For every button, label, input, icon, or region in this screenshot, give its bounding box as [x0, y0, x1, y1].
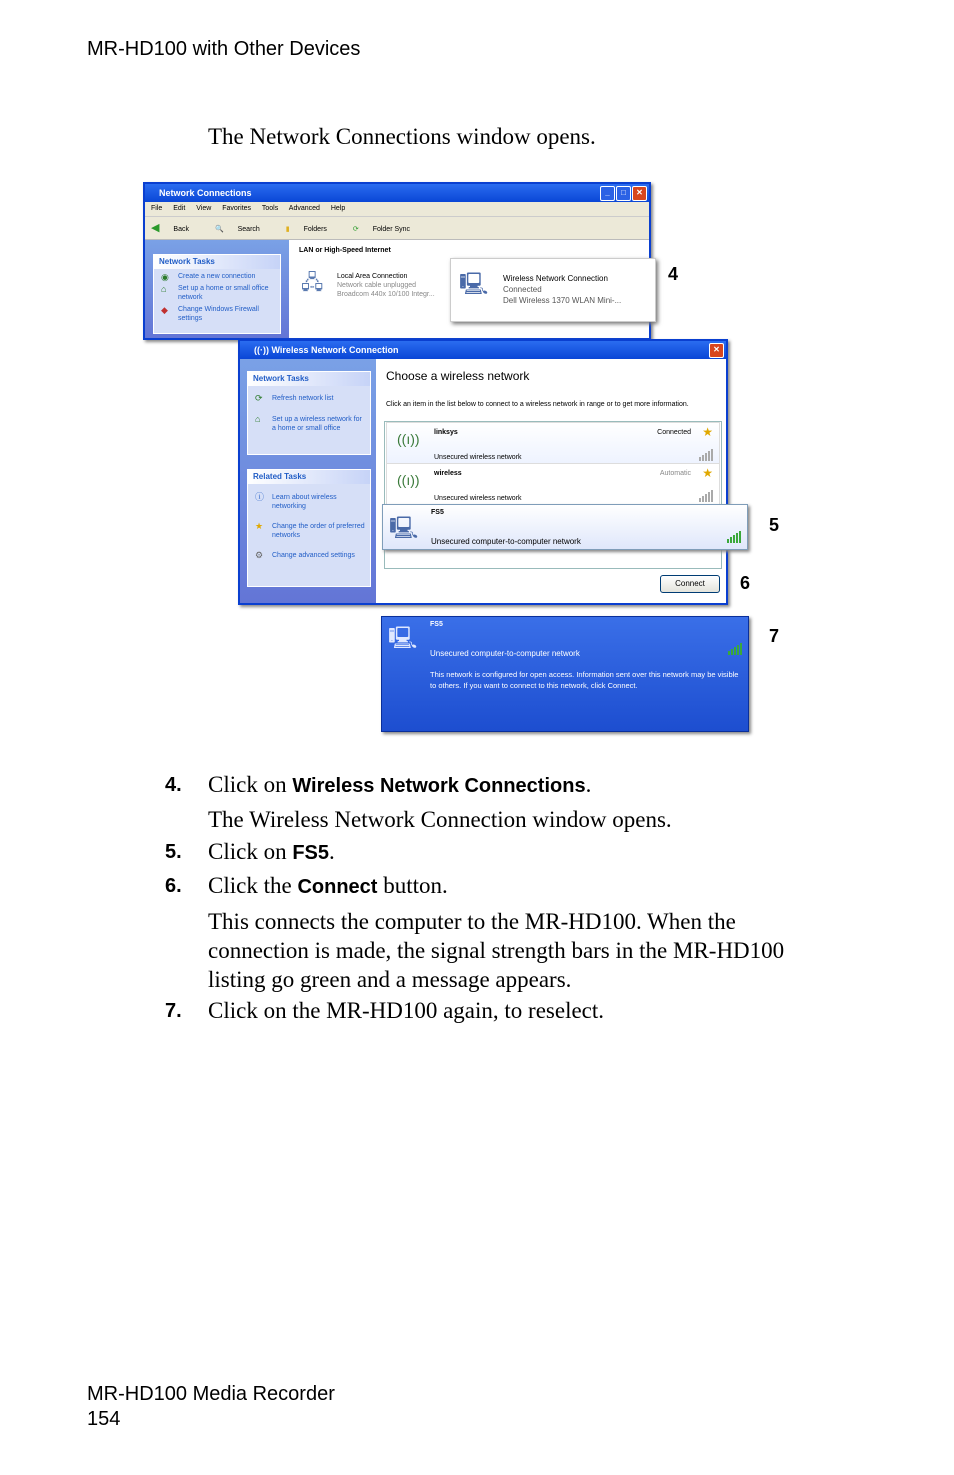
task-setup-home-network[interactable]: ⌂ Set up a home or small office network — [161, 284, 269, 301]
task-change-order[interactable]: ★ Change the order of preferred networks — [255, 521, 365, 539]
nc-title: Network Connections — [159, 188, 252, 198]
wireless-antenna-icon: ((ı)) — [397, 472, 420, 488]
wlan-name: Wireless Network Connection — [503, 274, 608, 283]
network-security: Unsecured wireless network — [434, 495, 522, 502]
wireless-connection[interactable] — [450, 258, 656, 322]
back-icon: ◀ — [151, 222, 160, 234]
selected-security: Unsecured computer-to-computer network — [430, 649, 580, 658]
search-icon: 🔍 — [214, 226, 224, 233]
wnc-heading: Choose a wireless network — [386, 369, 530, 383]
network-item-linksys[interactable] — [386, 422, 720, 464]
task-create-connection[interactable]: ◉ Create a new connection — [161, 272, 256, 282]
nc-network-tasks — [153, 254, 281, 334]
network-connections-window — [143, 182, 651, 340]
info-icon: ⓘ — [255, 492, 265, 502]
menu-advanced[interactable]: Advanced — [288, 205, 320, 212]
network-item-wireless[interactable] — [386, 463, 720, 505]
preferred-star-icon: ★ — [702, 466, 713, 480]
wnc-close-button[interactable]: ✕ — [709, 343, 724, 358]
wnc-related-tasks-title: Related Tasks — [248, 470, 370, 484]
nc-title-bar — [145, 184, 649, 202]
home-network-icon: ⌂ — [161, 284, 167, 294]
menu-view[interactable]: View — [196, 205, 212, 212]
network-ssid: FS5 — [431, 509, 444, 516]
lan-status: Network cable unplugged — [337, 282, 416, 289]
network-state: Connected — [657, 429, 691, 436]
wireless-antenna-icon: ((ı)) — [397, 431, 420, 447]
nc-toolbar — [145, 217, 649, 240]
network-ssid: wireless — [434, 470, 462, 477]
network-ssid: linksys — [434, 429, 458, 436]
nc-menu-bar — [145, 202, 649, 217]
lan-name: Local Area Connection — [337, 273, 408, 280]
wlan-status: Connected — [503, 285, 542, 294]
signal-bars — [727, 531, 741, 543]
folder-sync-button[interactable]: ⟳ Folder Sync — [352, 226, 411, 233]
step-4-result: The Wireless Network Connection window opens. — [208, 807, 672, 832]
menu-tools[interactable]: Tools — [261, 205, 279, 212]
network-security: Unsecured wireless network — [434, 454, 522, 461]
firewall-icon: ◆ — [161, 305, 168, 315]
signal-bars — [728, 643, 742, 655]
signal-bars — [699, 490, 713, 502]
signal-bars — [699, 449, 713, 461]
wnc-network-tasks — [247, 371, 371, 455]
intro-text: The Network Connections window opens. — [208, 124, 596, 149]
network-security: Unsecured computer-to-computer network — [431, 537, 581, 546]
task-refresh-network-list[interactable]: ⟳ Refresh network list — [255, 393, 334, 403]
lan-device: Broadcom 440x 10/100 Integr... — [337, 291, 435, 298]
callout-5: 5 — [769, 515, 780, 535]
menu-help[interactable]: Help — [330, 205, 346, 212]
task-change-firewall[interactable]: ◆ Change Windows Firewall settings — [161, 305, 259, 322]
task-setup-wireless-network[interactable]: ⌂ Set up a wireless network for a home or small office — [255, 414, 362, 432]
task-learn-wireless[interactable]: ⓘ Learn about wireless networking — [255, 492, 337, 510]
sync-icon: ⟳ — [352, 226, 359, 233]
network-item-fs5[interactable] — [382, 504, 748, 550]
folders-button[interactable]: ▮ Folders — [285, 226, 327, 233]
callout-7: 7 — [769, 626, 780, 646]
wifi-title-icon: ((·)) — [254, 345, 269, 355]
wnc-network-tasks-title: Network Tasks — [248, 372, 370, 386]
folder-icon: ▮ — [285, 226, 290, 233]
back-button[interactable]: ◀ Back — [151, 222, 189, 234]
fs5-selected-panel[interactable] — [381, 616, 749, 732]
menu-favorites[interactable]: Favorites — [222, 205, 252, 212]
maximize-button[interactable]: □ — [616, 186, 631, 201]
connection-icon: ◉ — [161, 272, 169, 282]
step-6-result: This connects the computer to the MR-HD100. When the connection is made, the signal strength bars in the MR-HD100 listing go green and a message appears. — [208, 909, 785, 992]
search-button[interactable]: 🔍 Search — [214, 226, 260, 233]
connect-button[interactable]: Connect — [660, 575, 720, 593]
wireless-setup-icon: ⌂ — [255, 414, 261, 424]
menu-file[interactable]: File — [151, 205, 163, 212]
selected-ssid: FS5 — [430, 621, 443, 628]
nc-task-pane — [145, 240, 289, 338]
computer-to-computer-icon: 🖳 — [389, 515, 419, 540]
callout-6: 6 — [740, 573, 751, 593]
page-number: 154 — [87, 1408, 121, 1430]
wnc-related-tasks — [247, 469, 371, 587]
wireless-adapter-icon: 🖳 — [459, 271, 489, 296]
menu-edit[interactable]: Edit — [173, 205, 186, 212]
task-change-advanced[interactable]: ⚙ Change advanced settings — [255, 550, 355, 560]
running-header: MR-HD100 with Other Devices — [87, 38, 361, 60]
lan-icon: 🖧 — [301, 272, 324, 294]
star-icon: ★ — [255, 521, 264, 531]
footer-title: MR-HD100 Media Recorder — [87, 1383, 335, 1405]
settings-icon: ⚙ — [255, 550, 264, 560]
wnc-title: Wireless Network Connection — [271, 345, 399, 355]
wireless-network-connection-window — [238, 339, 728, 605]
selected-message: This network is configured for open access. Information sent over this network may be visible to others. If you want to connect to this network, click Connect. — [430, 670, 739, 690]
preferred-star-icon: ★ — [702, 425, 713, 439]
close-button[interactable]: ✕ — [632, 186, 647, 201]
wnc-instruction: Click an item in the list below to connect to a wireless network in range or to get more information. — [386, 401, 689, 408]
wlan-device: Dell Wireless 1370 WLAN Mini-... — [503, 296, 622, 305]
computer-to-computer-icon: 🖳 — [388, 625, 418, 650]
nc-section-header: LAN or High-Speed Internet — [299, 247, 391, 254]
callout-4: 4 — [668, 264, 679, 284]
wnc-title-bar — [240, 341, 726, 359]
lan-connection[interactable] — [299, 266, 447, 306]
nc-tasks-title: Network Tasks — [154, 255, 280, 269]
network-state: Automatic — [659, 470, 691, 477]
refresh-icon: ⟳ — [255, 393, 263, 403]
wnc-task-pane — [240, 359, 376, 603]
minimize-button[interactable]: _ — [600, 186, 615, 201]
